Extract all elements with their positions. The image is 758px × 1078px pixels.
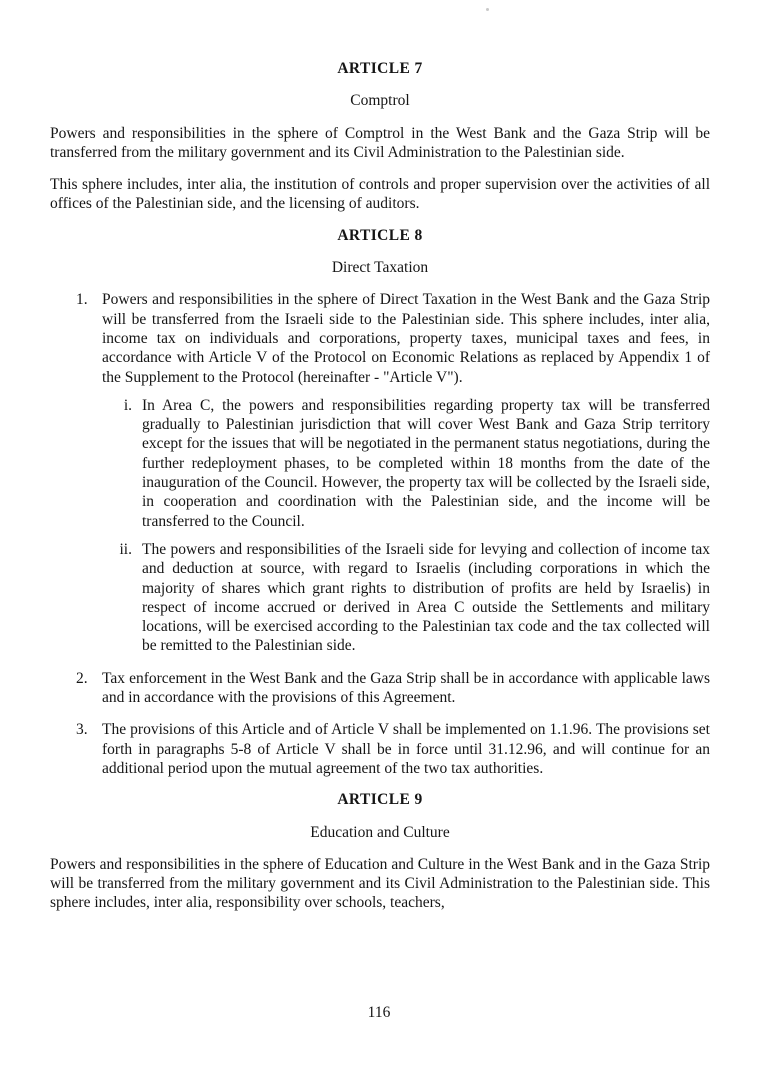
article-7-section [50, 59, 710, 214]
article-8-subheading: Direct Taxation [331, 259, 429, 277]
page-number: 116 [367, 1004, 391, 1021]
article-8-section [50, 226, 710, 778]
numbered-item-2-text: Tax enforcement in the West Bank and the Gaza Strip shall be in accordance with applicable laws and in accordance with the provisions of this Agreement. [102, 669, 710, 707]
article-9-paragraph-1: Powers and responsibilities in the sphere of Education and Culture in the West Bank and in the Gaza Strip will be transferred from the military government and its Civil Administration to the Palestinian side. This sphere includes, inter alia, responsibility over schools, teachers, [50, 855, 710, 912]
numbered-item-3-text: The provisions of this Article and of Article V shall be implemented on 1.1.96. The provisions set forth in paragraphs 5-8 of Article V shall be in force until 31.12.96, and will continue for an additional period upon the mutual agreement of the two tax authorities. [102, 721, 710, 777]
numbered-item-1-text: Powers and responsibilities in the sphere of Direct Taxation in the West Bank and the Gaza Strip will be transferred from the Israeli side to the Palestinian side. This sphere includes, inter alia, income tax on individuals and corporations, property taxes, municipal taxes and fees, in accordance with Article V of the Protocol on Economic Relations as replaced by Appendix 1 of the Supplement to the Protocol (hereinafter - "Article V"). [102, 291, 710, 386]
numbered-item-1 [50, 290, 710, 386]
article-9-heading: ARTICLE 9 [337, 791, 423, 809]
article-7-paragraph-2: This sphere includes, inter alia, the institution of controls and proper supervision over the activities of all offices of the Palestinian side, and the licensing of auditors. [50, 176, 710, 213]
article-7-subheading: Comptrol [350, 92, 410, 110]
article-7-heading: ARTICLE 7 [337, 60, 423, 77]
list-marker: 3. [76, 721, 88, 739]
list-marker: 1. [76, 291, 88, 309]
sub-item-i-text: In Area C, the powers and responsibilities regarding property tax will be transferred gradually to Palestinian jurisdiction that will cover West Bank and Gaza Strip territory except for the issues that will be negotiated in the permanent status negotiations, during the further redeployment phases, to be completed within 18 months from the date of the inauguration of the Council. However, the property tax will be collected by the Israeli side, in cooperation and coordination with the Palestinian side, and the income will be transferred to the Council. [142, 396, 710, 530]
sub-item-i [50, 396, 710, 531]
numbered-item-2 [50, 669, 710, 708]
sub-item-ii [50, 540, 710, 656]
article-7-paragraph-1: Powers and responsibilities in the sphere of Comptrol in the West Bank and the Gaza Strip will be transferred from the military government and its Civil Administration to the Palestinian side. [50, 124, 710, 161]
article-9-section [50, 790, 710, 912]
article-9-subheading: Education and Culture [310, 823, 450, 841]
list-marker: 2. [76, 669, 88, 687]
scan-artifact-dot [486, 8, 489, 11]
article-8-heading: ARTICLE 8 [337, 226, 423, 244]
sub-item-ii-text: The powers and responsibilities of the Israeli side for levying and collection of income tax and deduction at source, with regard to Israelis (including corporations in which the majority of shares which grant rights to distribution of profits are held by Israelis) in respect of income accrued or derived in Area C outside the Settlements and military locations, will be exercised according to the Palestinian tax code and the tax collected will be remitted to the Palestinian side. [142, 540, 710, 655]
list-marker: i. [123, 396, 132, 414]
numbered-item-3 [50, 720, 710, 778]
list-marker: ii. [119, 540, 132, 558]
